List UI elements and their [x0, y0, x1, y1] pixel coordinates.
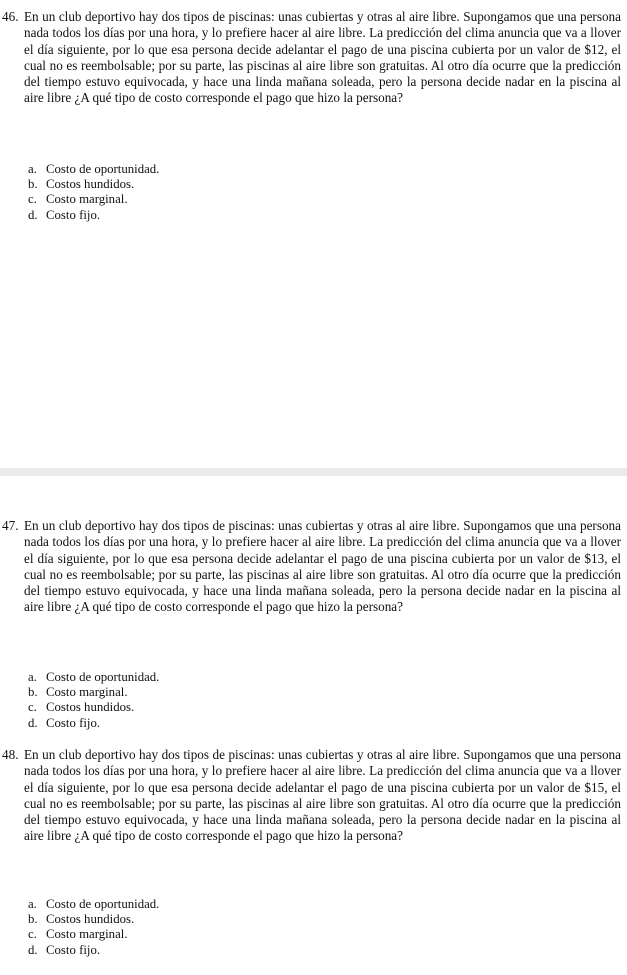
option-text: Costos hundidos.: [46, 912, 135, 927]
question-46: [0, 9, 627, 107]
option-text: Costo fijo.: [46, 207, 101, 222]
option-text: Costo fijo.: [46, 715, 101, 730]
question-number: 47.: [2, 518, 19, 533]
option-text: Costo de oportunidad.: [46, 162, 160, 176]
option-letter: b.: [28, 177, 38, 192]
option-letter: c.: [28, 700, 37, 715]
option-text: Costos hundidos.: [46, 177, 135, 192]
option-letter: b.: [28, 912, 38, 927]
option-letter: a.: [28, 897, 37, 911]
question-number: 46.: [2, 9, 19, 24]
question-body: En un club deportivo hay dos tipos de piscinas: unas cubiertas y otras al aire libre. Supongamos que una persona nada todos los días por una hora, y lo prefiere hacer al aire libre. La predicción del clima anuncia que va a llover el día siguiente, por lo que esa persona decide adelantar el pago de una piscina cubierta por un valor de $13, el cual no es reembolsable; por su parte, las piscinas al aire libre son gratuitas. Al otro día ocurre que la predicción del tiempo estuvo equivocada, y hace una linda mañana soleada, pero la persona decide nadar en la piscina al aire libre ¿A qué tipo de costo corresponde el pago que hizo la persona?: [24, 518, 621, 615]
option-letter: d.: [28, 942, 38, 957]
option-text: Costos hundidos.: [46, 700, 135, 715]
question-number: 48.: [2, 747, 19, 762]
question-text: [0, 747, 627, 845]
page-divider: [0, 468, 627, 476]
option-letter: a.: [28, 162, 37, 176]
option-text: Costo marginal.: [46, 192, 128, 207]
option-text: Costo de oportunidad.: [46, 670, 160, 684]
option-text: Costo marginal.: [46, 927, 128, 942]
option-text: Costo marginal.: [46, 685, 128, 700]
option-letter: d.: [28, 207, 38, 222]
question-body: En un club deportivo hay dos tipos de piscinas: unas cubiertas y otras al aire libre. Supongamos que una persona nada todos los días por una hora, y lo prefiere hacer al aire libre. La predicción del clima anuncia que va a llover el día siguiente, por lo que esa persona decide adelantar el pago de una piscina cubierta por un valor de $15, el cual no es reembolsable; por su parte, las piscinas al aire libre son gratuitas. Al otro día ocurre que la predicción del tiempo estuvo equivocada, y hace una linda mañana soleada, pero la persona decide nadar en la piscina al aire libre ¿A qué tipo de costo corresponde el pago que hizo la persona?: [24, 747, 621, 844]
option-text: Costo de oportunidad.: [46, 897, 160, 911]
option-letter: d.: [28, 715, 38, 730]
question-body: En un club deportivo hay dos tipos de piscinas: unas cubiertas y otras al aire libre. Supongamos que una persona nada todos los días por una hora, y lo prefiere hacer al aire libre. La predicción del clima anuncia que va a llover el día siguiente, por lo que esa persona decide adelantar el pago de una piscina cubierta por un valor de $12, el cual no es reembolsable; por su parte, las piscinas al aire libre son gratuitas. Al otro día ocurre que la predicción del tiempo estuvo equivocada, y hace una linda mañana soleada, pero la persona decide nadar en la piscina al aire libre ¿A qué tipo de costo corresponde el pago que hizo la persona?: [24, 9, 621, 106]
option-letter: a.: [28, 670, 37, 684]
question-text: [0, 9, 627, 107]
question-text: [0, 518, 627, 616]
question-47: [0, 518, 627, 616]
option-letter: c.: [28, 927, 37, 942]
option-text: Costo fijo.: [46, 942, 101, 957]
option-letter: c.: [28, 192, 37, 207]
question-48: [0, 747, 627, 845]
option-letter: b.: [28, 685, 38, 700]
